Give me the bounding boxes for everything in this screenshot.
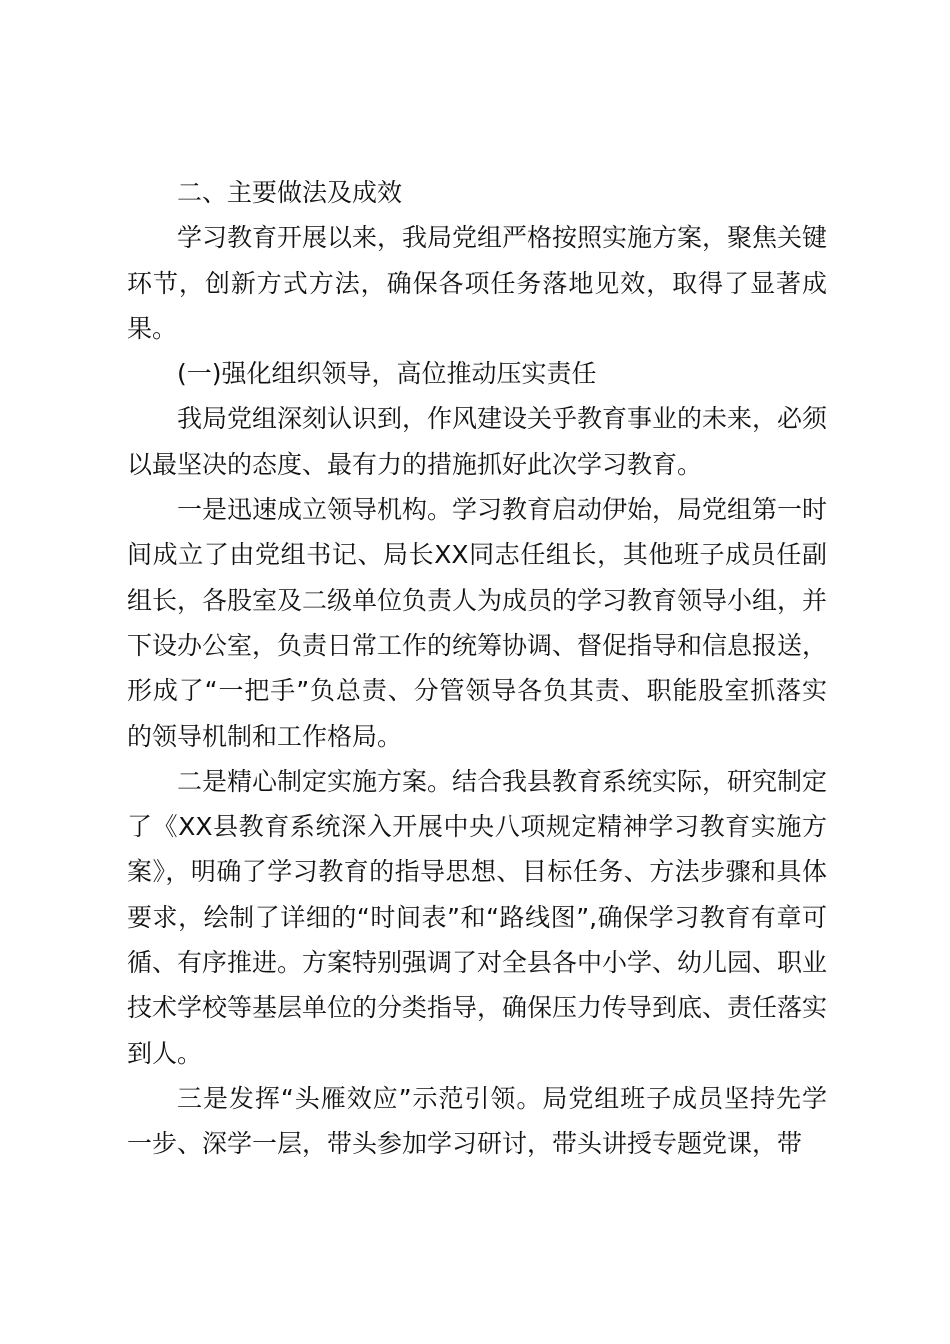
- document-body: [127, 170, 827, 1167]
- section-heading: 二、主要做法及成效: [177, 178, 403, 207]
- paragraph: 我局党组深刻认识到，作风建设关乎教育事业的未来，必须以最坚决的态度、最有力的措施抓好此次学习教育。: [127, 404, 828, 479]
- paragraph: 学习教育开展以来，我局党组严格按照实施方案，聚焦关键环节，创新方式方法，确保各项任务落地见效，取得了显著成果。: [127, 223, 828, 343]
- paragraph: 二是精心制定实施方案。结合我县教育系统实际，研究制定了《XX县教育系统深入开展中央八项规定精神学习教育实施方案》，明确了学习教育的指导思想、目标任务、方法步骤和具体要求，绘制了详细的“时间表”和“路线图”,确保学习教育有章可循、有序推进。方案特别强调了对全县各中小学、幼儿园、职业技术学校等基层单位的分类指导，确保压力传导到底、责任落实到人。: [127, 766, 828, 1068]
- subsection-heading: (一)强化组织领导，高位推动压实责任: [177, 359, 597, 389]
- paragraph: 三是发挥“头雁效应”示范引领。局党组班子成员坚持先学一步、深学一层，带头参加学习研讨，带头讲授专题党课，带: [127, 1083, 827, 1159]
- paragraph: 一是迅速成立领导机构。学习教育启动伊始，局党组第一时间成立了由党组书记、局长XX同志任组长，其他班子成员任副组长，各股室及二级单位负责人为成员的学习教育领导小组，并下设办公室，负责日常工作的统筹协调、督促指导和信息报送，形成了“一把手”负总责、分管领导各负其责、职能股室抓落实的领导机制和工作格局。: [127, 495, 828, 751]
